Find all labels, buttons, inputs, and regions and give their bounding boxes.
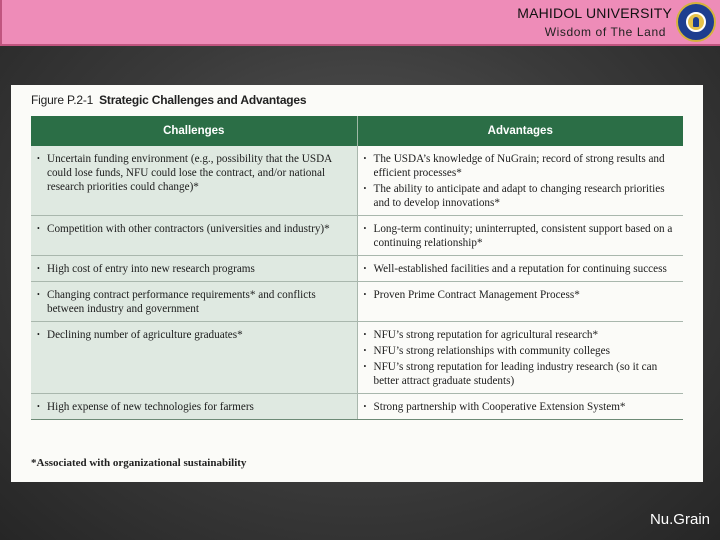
advantage-cell bbox=[357, 216, 683, 256]
advantage-cell bbox=[357, 146, 683, 216]
advantage-cell bbox=[357, 282, 683, 322]
footer-label: Nu.Grain bbox=[649, 511, 710, 528]
table-header-row bbox=[31, 116, 683, 146]
header-left-edge bbox=[0, 0, 2, 46]
advantage-cell bbox=[357, 394, 683, 420]
table-row bbox=[31, 146, 683, 216]
university-seal-icon bbox=[676, 2, 716, 42]
advantage-item: • NFU’s strong reputation for leading industry research (so it can better attract graduate students) bbox=[364, 360, 678, 388]
figure-title bbox=[31, 93, 306, 107]
advantage-item: • Strong partnership with Cooperative Extension System* bbox=[364, 400, 678, 414]
challenge-cell bbox=[31, 394, 357, 420]
advantage-item: • Long-term continuity; uninterrupted, consistent support based on a continuing relationship* bbox=[364, 222, 678, 250]
table-row bbox=[31, 282, 683, 322]
challenge-item: • Declining number of agriculture graduates* bbox=[37, 328, 351, 342]
seal-emblem bbox=[693, 17, 699, 27]
challenge-item: • High cost of entry into new research programs bbox=[37, 262, 351, 276]
challenge-cell bbox=[31, 322, 357, 394]
challenge-cell bbox=[31, 216, 357, 256]
table-row bbox=[31, 322, 683, 394]
figure-document bbox=[11, 85, 703, 482]
advantage-cell bbox=[357, 256, 683, 282]
advantage-item: • Well-established facilities and a reputation for continuing success bbox=[364, 262, 678, 276]
footnote: *Associated with organizational sustainability bbox=[31, 457, 247, 469]
table-body bbox=[31, 146, 683, 420]
table-row bbox=[31, 394, 683, 420]
challenge-cell bbox=[31, 256, 357, 282]
advantage-item: • NFU’s strong reputation for agricultural research* bbox=[364, 328, 678, 342]
advantages-column-header: Advantages bbox=[357, 116, 683, 146]
challenge-cell bbox=[31, 146, 357, 216]
challenge-item: • Uncertain funding environment (e.g., possibility that the USDA could lose funds, NFU could lose the contract, and/or national research priorities could change)* bbox=[37, 152, 351, 194]
challenges-advantages-table bbox=[31, 116, 683, 420]
challenge-cell bbox=[31, 282, 357, 322]
advantage-item: • The ability to anticipate and adapt to changing research priorities and to develop innovations* bbox=[364, 182, 678, 210]
challenge-item: • Competition with other contractors (universities and industry)* bbox=[37, 222, 351, 236]
header-bar bbox=[0, 0, 720, 46]
challenge-item: • Changing contract performance requirements* and conflicts between industry and government bbox=[37, 288, 351, 316]
advantage-item: • The USDA’s knowledge of NuGrain; record of strong results and efficient processes* bbox=[364, 152, 678, 180]
university-name: MAHIDOL UNIVERSITY bbox=[517, 5, 672, 21]
university-motto: Wisdom of The Land bbox=[544, 25, 666, 39]
figure-number: Figure P.2-1 bbox=[31, 93, 94, 107]
challenge-item: • High expense of new technologies for farmers bbox=[37, 400, 351, 414]
table-row bbox=[31, 256, 683, 282]
figure-title-text: Strategic Challenges and Advantages bbox=[99, 93, 307, 107]
advantage-item: • Proven Prime Contract Management Process* bbox=[364, 288, 678, 302]
challenges-column-header: Challenges bbox=[31, 116, 357, 146]
advantage-item: • NFU’s strong relationships with community colleges bbox=[364, 344, 678, 358]
table-row bbox=[31, 216, 683, 256]
advantage-cell bbox=[357, 322, 683, 394]
